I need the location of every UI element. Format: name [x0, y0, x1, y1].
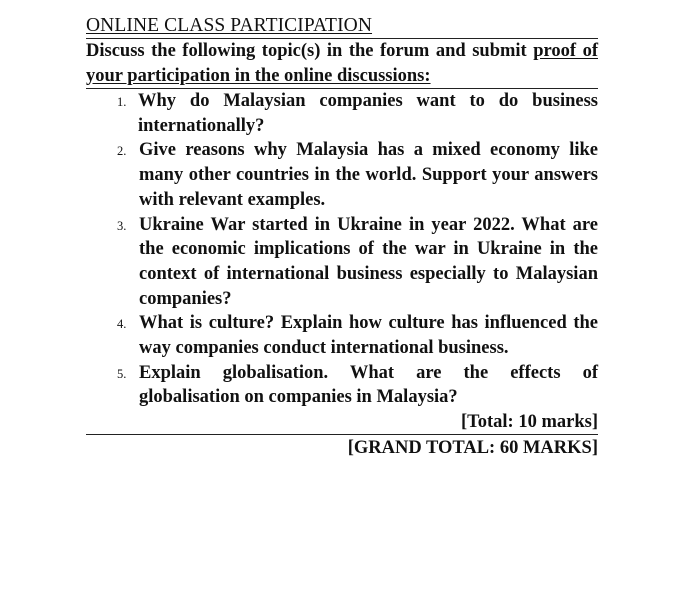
question-list — [86, 89, 598, 410]
question-item — [86, 361, 598, 410]
total-marks: [Total: 10 marks] — [86, 410, 598, 435]
question-number: 3. — [117, 218, 127, 233]
question-number: 4. — [117, 317, 127, 332]
grand-total-marks: [GRAND TOTAL: 60 MARKS] — [347, 438, 598, 459]
question-item — [86, 213, 598, 312]
question-text: What is culture? Explain how culture has influenced the way companies conduct international business. — [139, 313, 598, 359]
question-number: 5. — [117, 366, 127, 381]
instructions-line-1: Discuss the following topic(s) in the forum and submit — [86, 41, 527, 61]
question-item — [86, 138, 598, 212]
question-number: 2. — [117, 144, 127, 159]
question-text: Why do Malaysian companies want to do business internationally? — [138, 91, 598, 136]
document-page — [86, 14, 598, 461]
document-title: ONLINE CLASS PARTICIPATION — [86, 14, 598, 39]
question-item — [86, 311, 598, 360]
instructions-line-2: proof of your participation in the online discussions: — [86, 41, 598, 86]
instructions — [86, 39, 598, 89]
question-text: Ukraine War started in Ukraine in year 2022. What are the economic implications of the war in Ukraine in the context of international business especially to Malaysian companies? — [139, 214, 598, 309]
question-text: Explain globalisation. What are the effects of globalisation on companies in Malaysia? — [139, 362, 598, 408]
question-item — [86, 89, 598, 138]
question-text: Give reasons why Malaysia has a mixed economy like many other countries in the world. Support your answers with relevant examples. — [139, 140, 598, 210]
question-number: 1. — [117, 95, 127, 109]
